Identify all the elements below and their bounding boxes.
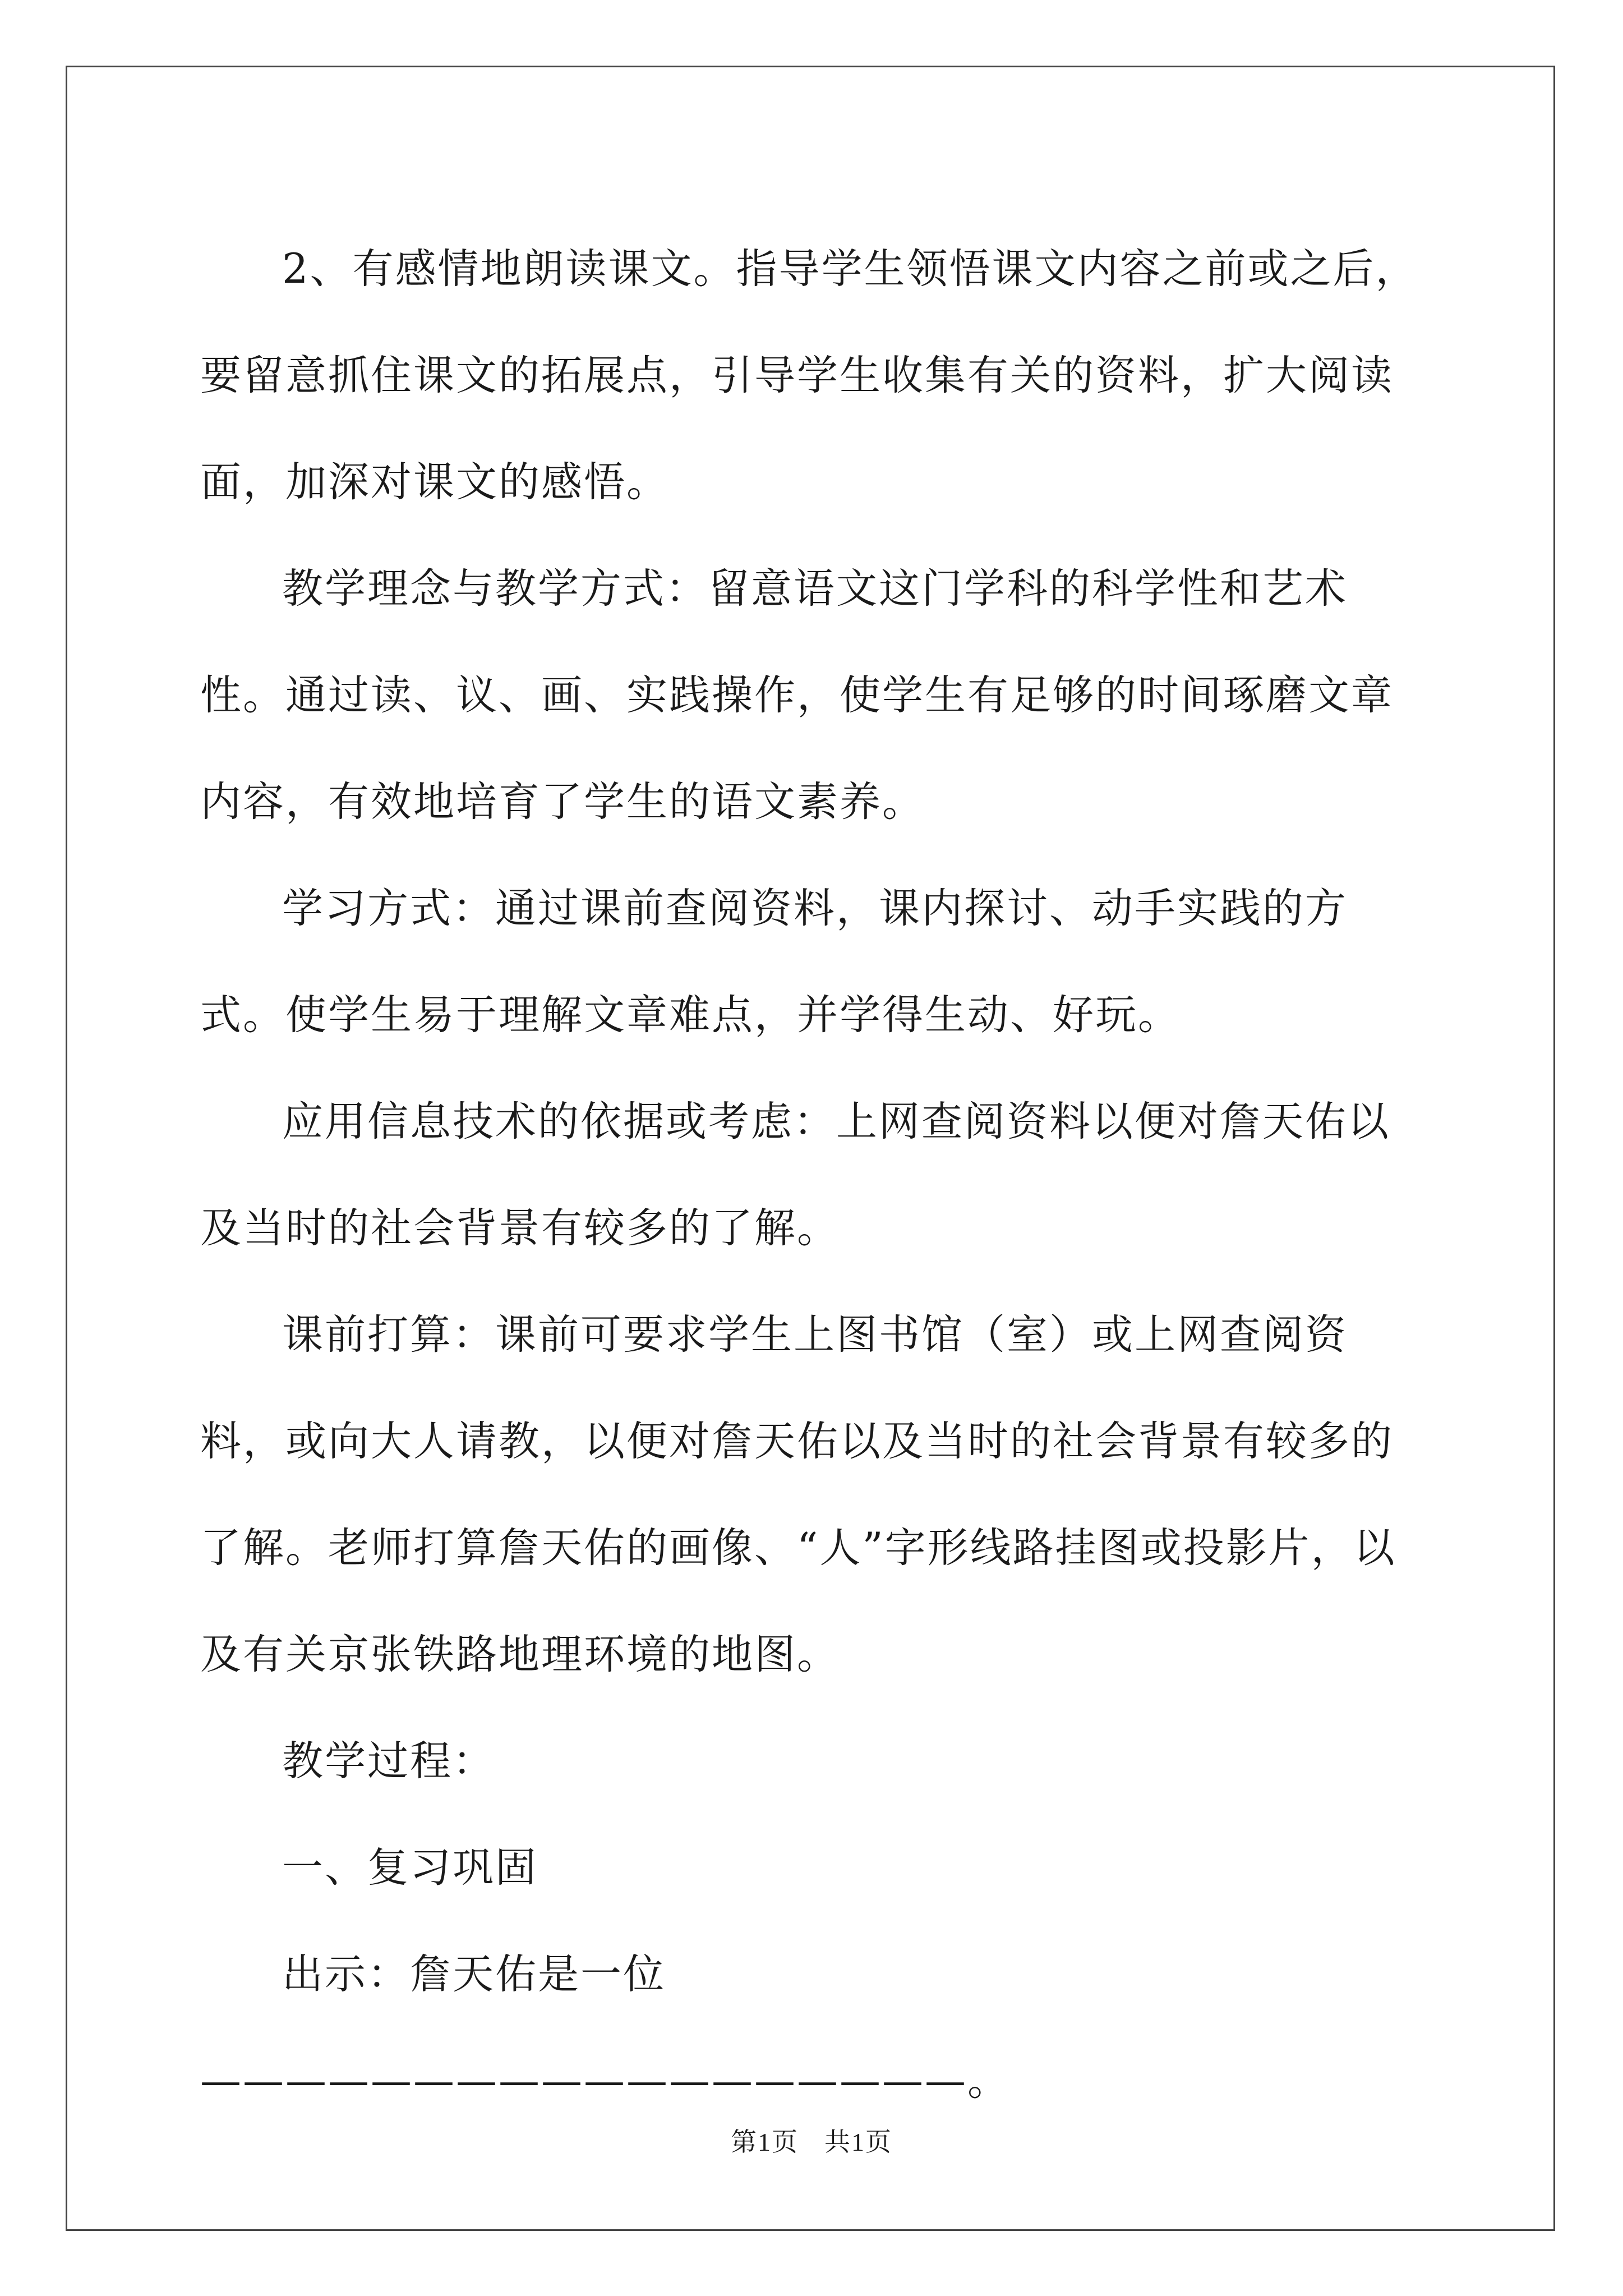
paragraph-reading-aloud: 2、有感情地朗读课文。指导学生领悟课文内容之前或之后，要留意抓住课文的拓展点，引导学生收集有关的资料，扩大阅读面，加深对课文的感悟。 bbox=[200, 245, 1418, 506]
page-footer bbox=[0, 2122, 1623, 2159]
paragraph-teaching-philosophy: 教学理念与教学方式：留意语文这门学科的科学性和艺术性。通过读、议、画、实践操作，使学生有足够的时间琢磨文章内容，有效地培育了学生的语文素养。 bbox=[200, 565, 1394, 826]
document-body bbox=[200, 216, 1423, 2134]
page-total: 共1页 bbox=[824, 2128, 892, 2156]
paragraph-info-tech: 应用信息技术的依据或考虑：上网查阅资料以便对詹天佑以及当时的社会背景有较多的了解。 bbox=[200, 1098, 1390, 1252]
paragraph-learning-method: 学习方式：通过课前查阅资料，课内探讨、动手实践的方式。使学生易于理解文章难点，并学得生动、好玩。 bbox=[200, 885, 1348, 1039]
paragraph-display-prompt: 出示：詹天佑是一位——————————————————。 bbox=[200, 1950, 1010, 2105]
page-number: 第1页 bbox=[731, 2128, 799, 2156]
paragraph-class-preparation: 课前打算：课前可要求学生上图书馆（室）或上网查阅资料，或向大人请教，以便对詹天佑以及当时的社会背景有较多的了解。老师打算詹天佑的画像、“人”字形线路挂图或投影片，以及有关京张铁路地理环境的地图。 bbox=[200, 1311, 1396, 1678]
paragraph-review-heading: 一、复习巩固 bbox=[282, 1844, 538, 1892]
paragraph-teaching-process: 教学过程： bbox=[282, 1737, 495, 1785]
